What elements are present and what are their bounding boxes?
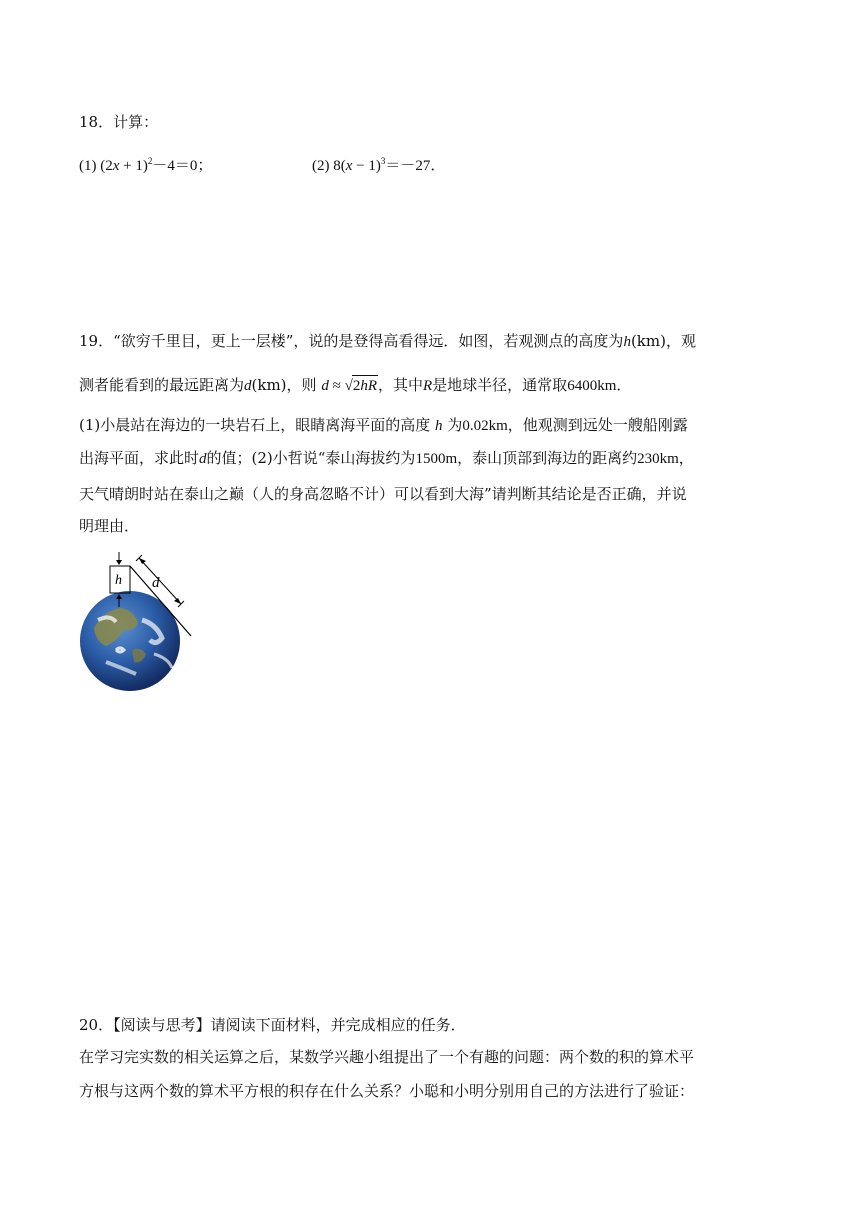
q18-part1-label: (1) bbox=[79, 158, 97, 174]
var-d: d bbox=[244, 378, 252, 394]
h-arrowhead bbox=[116, 560, 122, 565]
var-h: h bbox=[435, 418, 443, 434]
q19-text: ，观 bbox=[665, 332, 696, 350]
unit-km: (km) bbox=[630, 332, 666, 350]
q19-text: 为 bbox=[447, 416, 463, 434]
q18-part2-label: (2) bbox=[312, 158, 330, 174]
q18-part2-expression: $8(x - 1)^3$ bbox=[333, 156, 386, 174]
d-arrowhead bbox=[139, 558, 146, 564]
var-d: d bbox=[199, 451, 207, 467]
formula-d-sqrt-2hR: d ≈ √2hR bbox=[321, 378, 378, 394]
earth-radius-value: 6400km． bbox=[567, 378, 632, 394]
q19-text: 19．“欲穷千里目，更上一层楼”，说的是登得高看得远．如图，若观测点的高度为 bbox=[79, 332, 624, 350]
q18-part2-tail: ＝－27． bbox=[385, 158, 446, 174]
fig-label-h: h bbox=[115, 573, 122, 588]
q18-header: 18．计算： bbox=[79, 113, 159, 131]
q19-line-2 bbox=[79, 375, 631, 396]
distance-value: 230km bbox=[637, 451, 679, 467]
q19-line-6: 明理由． bbox=[79, 517, 140, 535]
earth-diagram-svg bbox=[76, 550, 196, 695]
q19-text: ，泰山顶部到海边的距离约 bbox=[457, 449, 638, 467]
unit-km: (km) bbox=[251, 376, 287, 394]
q18-part1-tail: －4＝0； bbox=[152, 158, 213, 174]
q20-line-3: 方根与这两个数的算术平方根的积存在什么关系？小聪和小明分别用自己的方法进行了验证： bbox=[79, 1082, 695, 1100]
q20-line-2: 在学习完实数的相关运算之后，某数学兴趣小组提出了一个有趣的问题：两个数的积的算术平 bbox=[79, 1048, 695, 1066]
q19-text: (1)小晨站在海边的一块岩石上，眼睛离海平面的高度 bbox=[79, 416, 431, 434]
q19-text: ，其中 bbox=[377, 376, 423, 394]
q18-part1 bbox=[79, 151, 212, 176]
q19-text: 出海平面，求此时 bbox=[79, 449, 200, 467]
var-R: R bbox=[423, 378, 433, 394]
q19-line-3 bbox=[79, 415, 688, 436]
q19-text: 的值；(2)小哲说“泰山海拔约为 bbox=[206, 449, 416, 467]
taishan-altitude: 1500m bbox=[415, 451, 458, 467]
q18-part2 bbox=[312, 151, 445, 176]
q19-text: 是地球半径，通常取 bbox=[432, 376, 568, 394]
q19-text: 测者能看到的最远距离为 bbox=[79, 376, 245, 394]
q19-text: ， bbox=[678, 449, 694, 467]
q19-text: ，则 bbox=[286, 376, 317, 394]
q20-line-1: 20．【阅读与思考】请阅读下面材料，并完成相应的任务． bbox=[79, 1016, 466, 1034]
q19-line-4 bbox=[79, 448, 694, 469]
height-value: 0.02km bbox=[462, 418, 508, 434]
q19-line-5: 天气晴朗时站在泰山之巅（人的身高忽略不计）可以看到大海”请判断其结论是否正确，并说 bbox=[79, 485, 687, 503]
var-h: h bbox=[623, 334, 631, 350]
q19-line-1 bbox=[79, 331, 696, 352]
d-arrowhead bbox=[174, 598, 181, 604]
q19-text: ，他观测到远处一艘船刚露 bbox=[507, 416, 688, 434]
earth-diagram bbox=[76, 550, 196, 695]
q18-part1-expression: $(2x + 1)^2$ bbox=[100, 156, 153, 174]
fig-label-d: d bbox=[152, 575, 160, 591]
